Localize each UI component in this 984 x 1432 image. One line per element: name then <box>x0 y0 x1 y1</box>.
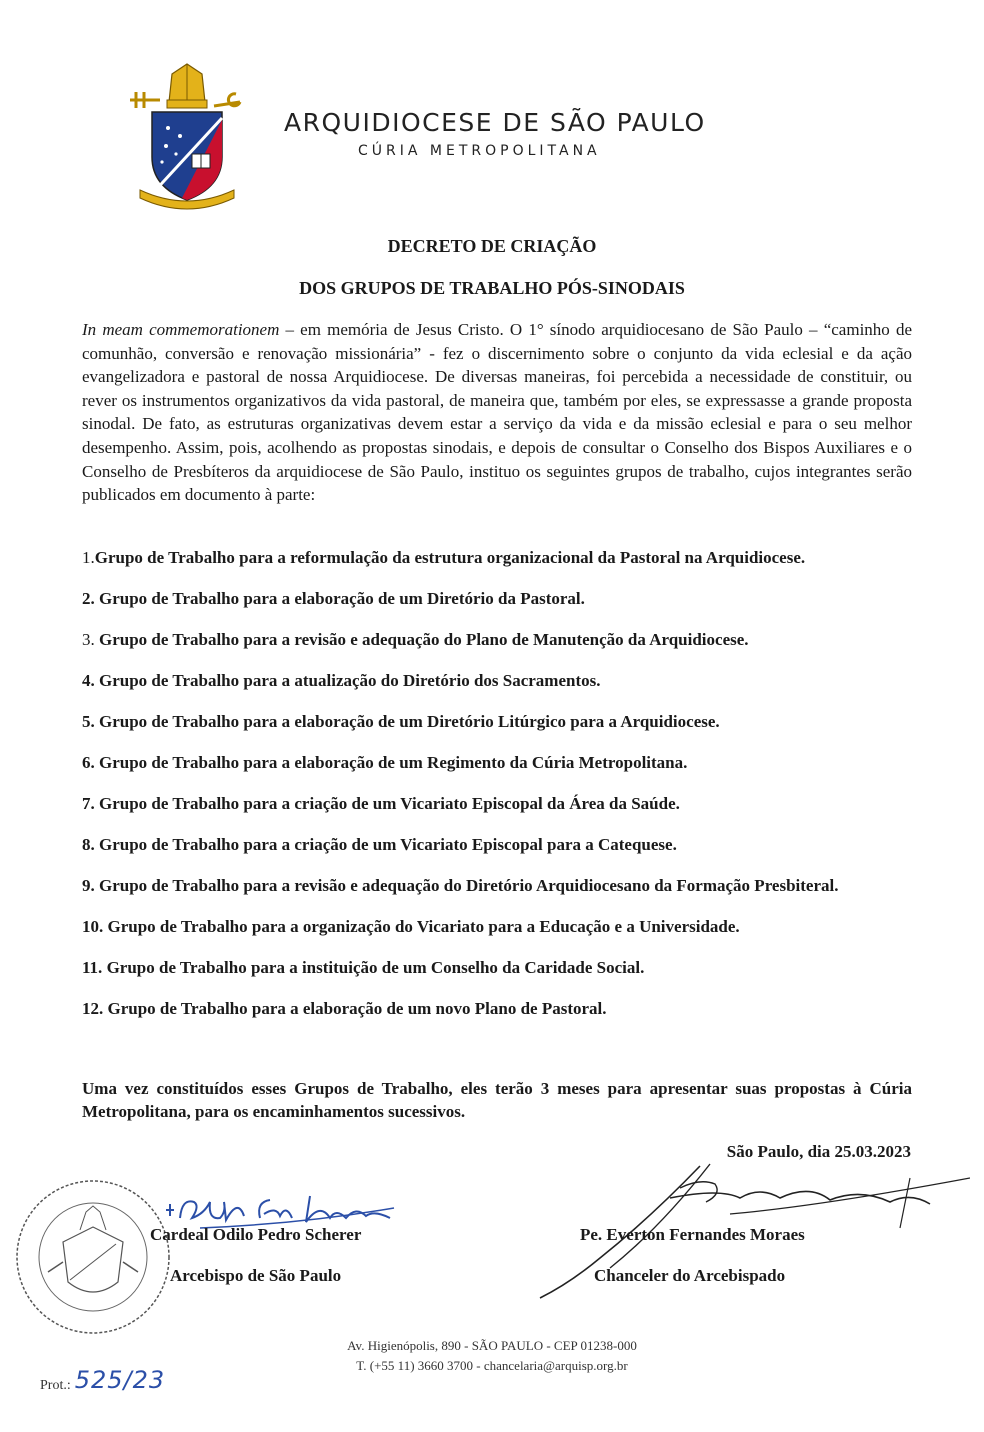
organization-name: ARQUIDIOCESE DE SÃO PAULO <box>284 108 706 137</box>
item-text: Grupo de Trabalho para a revisão e adequação do Plano de Manutenção da Arquidiocese. <box>94 630 749 649</box>
cardinal-signature-title: Arcebispo de São Paulo <box>170 1266 342 1285</box>
decree-title-line1: DECRETO DE CRIAÇÃO <box>387 236 597 256</box>
organization-heading <box>284 108 744 159</box>
protocol-value: 525/23 <box>74 1366 166 1394</box>
list-item <box>82 587 912 610</box>
item-text: Grupo de Trabalho para a elaboração de um Diretório da Pastoral. <box>94 589 585 608</box>
list-item <box>82 792 912 815</box>
decree-intro-paragraph <box>82 318 912 507</box>
list-item <box>82 874 912 897</box>
decree-date: São Paulo, dia 25.03.2023 <box>726 1142 911 1161</box>
list-item <box>82 997 912 1020</box>
latin-lead: In meam commemorationem <box>82 320 280 339</box>
item-number: 10. <box>82 917 104 936</box>
item-number: 7. <box>82 794 95 813</box>
protocol-number <box>40 1366 165 1394</box>
closing-paragraph: Uma vez constituídos esses Grupos de Trabalho, eles terão 3 meses para apresentar suas propostas à Cúria Metropolitana, para os encaminhamentos sucessivos. <box>82 1079 912 1121</box>
organization-subtitle: CÚRIA METROPOLITANA <box>358 143 601 159</box>
item-text: Grupo de Trabalho para a reformulação da estrutura organizacional da Pastoral na Arquidiocese. <box>94 548 806 567</box>
item-text: Grupo de Trabalho para a revisão e adequação do Diretório Arquidiocesano da Formação Presbiteral. <box>94 876 839 895</box>
archdiocese-seal-icon <box>8 1172 178 1342</box>
chancellor-signature-name: Pe. Everton Fernandes Moraes <box>580 1225 805 1244</box>
item-number: 4. <box>82 671 95 690</box>
item-text: Grupo de Trabalho para a elaboração de um novo Plano de Pastoral. <box>103 999 607 1018</box>
item-number: 11. <box>82 958 103 977</box>
item-text: Grupo de Trabalho para a elaboração de um Diretório Litúrgico para a Arquidiocese. <box>94 712 720 731</box>
item-text: Grupo de Trabalho para a elaboração de um Regimento da Cúria Metropolitana. <box>94 753 688 772</box>
item-number: 5. <box>82 712 95 731</box>
working-groups-list <box>82 546 912 1038</box>
list-item <box>82 628 912 651</box>
item-text: Grupo de Trabalho para a organização do Vicariato para a Educação e a Universidade. <box>103 917 740 936</box>
list-item <box>82 751 912 774</box>
item-number: 9. <box>82 876 95 895</box>
list-item <box>82 956 912 979</box>
cardinal-signature-name: Cardeal Odilo Pedro Scherer <box>150 1225 362 1244</box>
item-number: 12. <box>82 999 104 1018</box>
item-text: Grupo de Trabalho para a atualização do Diretório dos Sacramentos. <box>94 671 601 690</box>
item-number: 3. <box>82 630 95 649</box>
list-item <box>82 915 912 938</box>
decree-title-line2: DOS GRUPOS DE TRABALHO PÓS-SINODAIS <box>299 278 685 298</box>
list-item <box>82 669 912 692</box>
item-number: 6. <box>82 753 95 772</box>
item-number: 1. <box>82 548 95 567</box>
item-number: 2. <box>82 589 95 608</box>
list-item <box>82 833 912 856</box>
item-number: 8. <box>82 835 95 854</box>
list-item <box>82 710 912 733</box>
list-item <box>82 546 912 569</box>
protocol-label: Prot.: <box>40 1378 71 1393</box>
archdiocese-crest-icon <box>122 62 252 212</box>
item-text: Grupo de Trabalho para a criação de um Vicariato Episcopal da Área da Saúde. <box>94 794 680 813</box>
item-text: Grupo de Trabalho para a instituição de um Conselho da Caridade Social. <box>102 958 645 977</box>
footer-contact: T. (+55 11) 3660 3700 - chancelaria@arquisp.org.br <box>356 1358 628 1373</box>
chancellor-signature-title: Chanceler do Arcebispado <box>594 1266 786 1285</box>
item-text: Grupo de Trabalho para a criação de um Vicariato Episcopal para a Catequese. <box>94 835 677 854</box>
intro-text: – em memória de Jesus Cristo. O 1° sínodo arquidiocesano de São Paulo – “caminho de comunhão, conversão e renovação missionária” - fez o discernimento sobre o conjunto da vida eclesial e da ação evangelizadora e pastoral de nossa Arquidiocese. De diversas maneiras, foi percebida a necessidade de constituir, ou rever os instrumentos organizativos da vida pastoral, de maneira que, também por eles, se expressasse a grande proposta sinodal. De fato, as estruturas organizativas devem estar a serviço da vida e da missão eclesial e para o seu melhor desempenho. Assim, pois, acolhendo as propostas sinodais, e depois de consultar o Conselho dos Bispos Auxiliares e o Conselho de Presbíteros da arquidiocese de São Paulo, instituo os seguintes grupos de trabalho, cujos integrantes serão publicados em documento à parte: <box>82 320 912 505</box>
footer-address: Av. Higienópolis, 890 - SÃO PAULO - CEP 01238-000 <box>347 1338 637 1353</box>
